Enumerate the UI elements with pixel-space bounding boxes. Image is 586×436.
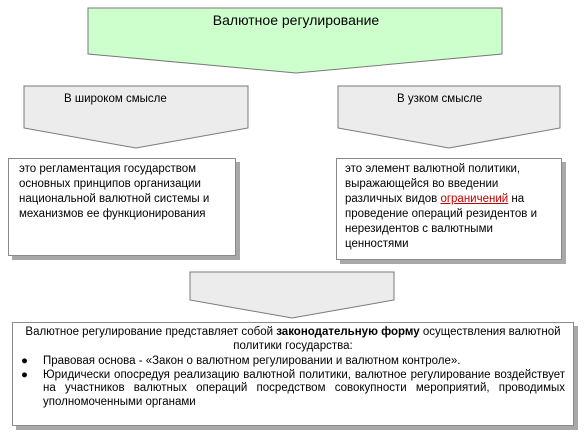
summary-list (13, 355, 573, 409)
summary-box (12, 322, 574, 426)
right-text-before: это элемент валютной политики, выражающейся во введении различных видов (345, 163, 521, 205)
summary-intro (13, 323, 573, 353)
list-item (13, 369, 573, 410)
bullet-icon: ● (21, 355, 28, 367)
summary-intro-end: осуществления валютной политики государства: (233, 326, 561, 352)
restrictions-link[interactable]: ограничений (440, 193, 509, 205)
summary-intro-start: Валютное регулирование представляет собой (25, 326, 277, 338)
list-item-text: Юридически опосредуя реализацию валютной политики, валютное регулирование воздействует на участников валютных операций посредством совокупности мероприятий, проводимых уполномоченными органами (43, 368, 565, 408)
diagram-title: Валютное регулирование (212, 12, 380, 28)
right-heading: В узком смысле (397, 93, 483, 105)
list-item-text: Правовая основа - «Закон о валютном регулировании и валютном контроле». (43, 355, 461, 367)
bullet-icon: ● (21, 368, 28, 381)
list-item (13, 355, 573, 369)
left-heading: В широком смысле (64, 93, 167, 105)
summary-intro-bold: законодательную форму (276, 326, 420, 338)
right-text-after: на проведение операций резидентов и нерезидентов с валютными ценностями (345, 193, 538, 250)
left-definition-text: это регламентация государством основных принципов организации национальной валютной системы и механизмов ее функционирования (19, 163, 210, 220)
